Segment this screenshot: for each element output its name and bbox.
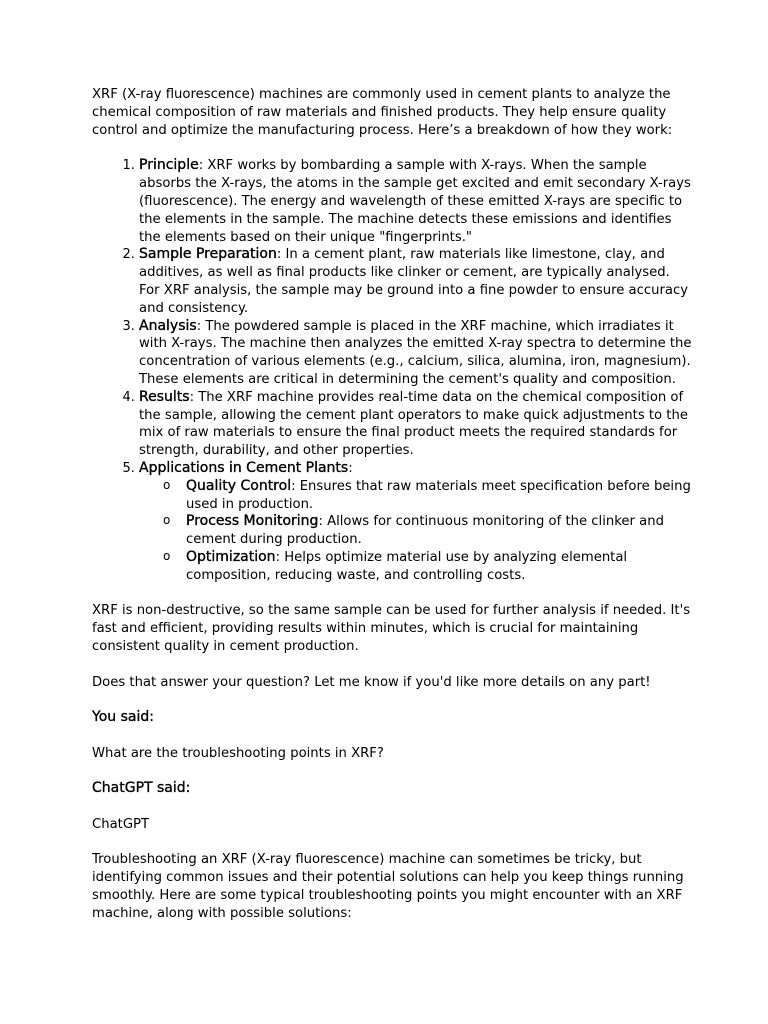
summary-paragraph: XRF is non-destructive, so the same sample can be used for further analysis if needed. It's fast and efficient, providing results within minutes, which is crucial for maintaining consistent quality in cement production. xyxy=(92,603,691,654)
application-text: : Helps optimize material use by analyzing elemental composition, reducing waste, and controlling costs. xyxy=(186,549,628,583)
step-term: Principle xyxy=(139,157,199,174)
list-item xyxy=(186,549,692,585)
list-item xyxy=(186,513,692,549)
step-term: Applications in Cement Plants xyxy=(139,459,349,476)
application-term: Process Monitoring xyxy=(186,513,319,530)
list-item xyxy=(139,246,692,317)
you-said-heading: You said: xyxy=(92,709,154,726)
application-text: : Allows for continuous monitoring of the clinker and cement during production. xyxy=(186,514,664,548)
user-question: What are the troubleshooting points in XRF? xyxy=(92,745,384,761)
xrf-steps-list xyxy=(92,157,692,584)
chatgpt-said-heading: ChatGPT said: xyxy=(92,780,191,797)
document-page xyxy=(92,86,692,923)
step-term: Results xyxy=(139,388,190,405)
step-text: : XRF works by bombarding a sample with X-rays. When the sample absorbs the X-rays, the atoms in the sample get excited and emit secondary X-rays (fluorescence). The energy and wavelength of these emitted X-rays are specific to the elements in the sample. The machine detects these emissions and identifies the elements based on their unique "fingerprints." xyxy=(139,158,691,245)
list-item xyxy=(139,318,692,389)
troubleshooting-intro: Troubleshooting an XRF (X-ray fluorescence) machine can sometimes be tricky, but identifying common issues and their potential solutions can help you keep things running smoothly. Here are some typical troubleshooting points you might encounter with an XRF machine, along with possible solutions: xyxy=(92,852,684,921)
step-text: : In a cement plant, raw materials like limestone, clay, and additives, as well as final products like clinker or cement, are typically analysed. For XRF analysis, the sample may be ground into a fine powder to ensure accuracy and consistency. xyxy=(139,247,689,316)
list-item xyxy=(139,460,692,585)
list-item xyxy=(186,478,692,514)
step-text: : xyxy=(348,460,353,476)
application-term: Optimization xyxy=(186,548,276,565)
step-text: : The XRF machine provides real-time data on the chemical composition of the sample, allowing the cement plant operators to make quick adjustments to the mix of raw materials to ensure the final product meets the required standards for strength, durability, and other properties. xyxy=(139,389,688,459)
applications-list xyxy=(139,478,692,585)
followup-paragraph: Does that answer your question? Let me know if you'd like more details on any part! xyxy=(92,674,651,690)
application-term: Quality Control xyxy=(186,477,292,494)
step-term: Analysis xyxy=(139,317,197,334)
list-item xyxy=(139,157,692,246)
step-text: : The powdered sample is placed in the XRF machine, which irradiates it with X-rays. The machine then analyzes the emitted X-ray spectra to determine the concentration of various elements (e.g., calcium, silica, alumina, iron, magnesium). These elements are critical in determining the cement's quality and composition. xyxy=(139,318,692,387)
step-term: Sample Preparation xyxy=(139,246,277,263)
application-text: : Ensures that raw materials meet specification before being used in production. xyxy=(186,478,691,512)
intro-paragraph: XRF (X-ray fluorescence) machines are commonly used in cement plants to analyze the chemical composition of raw materials and finished products. They help ensure quality control and optimize the manufacturing process. Here’s a breakdown of how they work: xyxy=(92,87,673,138)
list-item xyxy=(139,389,692,460)
chatgpt-name: ChatGPT xyxy=(92,816,150,832)
